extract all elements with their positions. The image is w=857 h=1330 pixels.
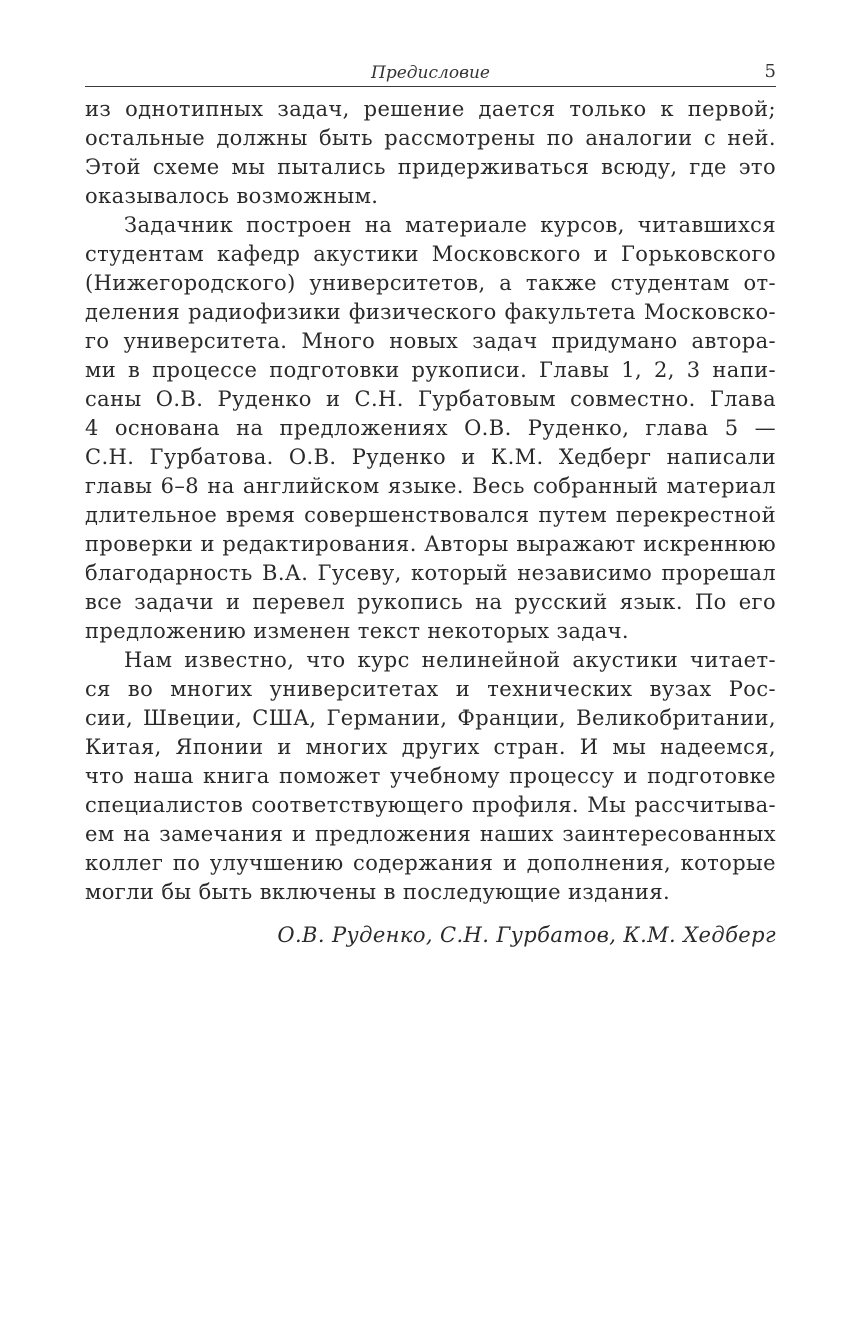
book-page xyxy=(85,60,776,950)
page-number: 5 xyxy=(764,61,776,82)
paragraph-3 xyxy=(85,646,776,907)
text-line: 4 основана на предложениях О.В. Руденко, глава 5 — xyxy=(85,416,776,440)
text-line: оказывалось возможным. xyxy=(85,184,379,208)
text-line: что наша книга поможет учебному процессу и подготовке xyxy=(85,764,776,788)
text-line: благодарность В.А. Гусеву, который независимо прорешал xyxy=(85,561,776,585)
text-line: длительное время совершенствовался путем перекрестной xyxy=(85,503,776,527)
text-line: могли бы быть включены в последующие издания. xyxy=(85,880,671,904)
text-line: предложению изменен текст некоторых задач. xyxy=(85,619,629,643)
text-line: ми в процессе подготовки рукописи. Главы 1, 2, 3 напи- xyxy=(85,358,776,382)
paragraph-1 xyxy=(85,95,776,211)
text-line: проверки и редактирования. Авторы выражают искреннюю xyxy=(85,532,776,556)
text-line: специалистов соответствующего профиля. Мы рассчитыва- xyxy=(85,793,776,817)
text-line: го университета. Много новых задач придумано автора- xyxy=(85,329,776,353)
authors-signature: О.В. Руденко, С.Н. Гурбатов, К.М. Хедберг xyxy=(277,923,776,947)
text-line: из однотипных задач, решение дается только к первой; xyxy=(85,97,776,121)
running-header xyxy=(85,60,776,87)
text-line: коллег по улучшению содержания и дополнения, которые xyxy=(85,851,776,875)
text-line: деления радиофизики физического факультета Московско- xyxy=(85,300,776,324)
text-line: все задачи и перевел рукопись на русский язык. По его xyxy=(85,590,776,614)
text-line: Китая, Японии и многих других стран. И мы надеемся, xyxy=(85,735,776,759)
text-line: остальные должны быть рассмотрены по аналогии с ней. xyxy=(85,126,776,150)
text-line: ем на замечания и предложения наших заинтересованных xyxy=(85,822,776,846)
text-line: сии, Швеции, США, Германии, Франции, Великобритании, xyxy=(85,706,776,730)
text-line: Задачник построен на материале курсов, читавшихся xyxy=(124,213,776,237)
text-line: (Нижегородского) университетов, а также студентам от- xyxy=(85,271,776,295)
text-line: главы 6–8 на английском языке. Весь собранный материал xyxy=(85,474,776,498)
text-line: С.Н. Гурбатова. О.В. Руденко и К.М. Хедберг написали xyxy=(85,445,776,469)
text-line: ся во многих университетах и технических вузах Рос- xyxy=(85,677,776,701)
text-line: саны О.В. Руденко и С.Н. Гурбатовым совместно. Глава xyxy=(85,387,776,411)
paragraph-2 xyxy=(85,211,776,646)
running-title: Предисловие xyxy=(371,63,490,83)
body-text xyxy=(85,95,776,907)
text-line: Нам известно, что курс нелинейной акустики читает- xyxy=(124,648,776,672)
text-line: студентам кафедр акустики Московского и Горьковского xyxy=(85,242,776,266)
text-line: Этой схеме мы пытались придерживаться всюду, где это xyxy=(85,155,776,179)
